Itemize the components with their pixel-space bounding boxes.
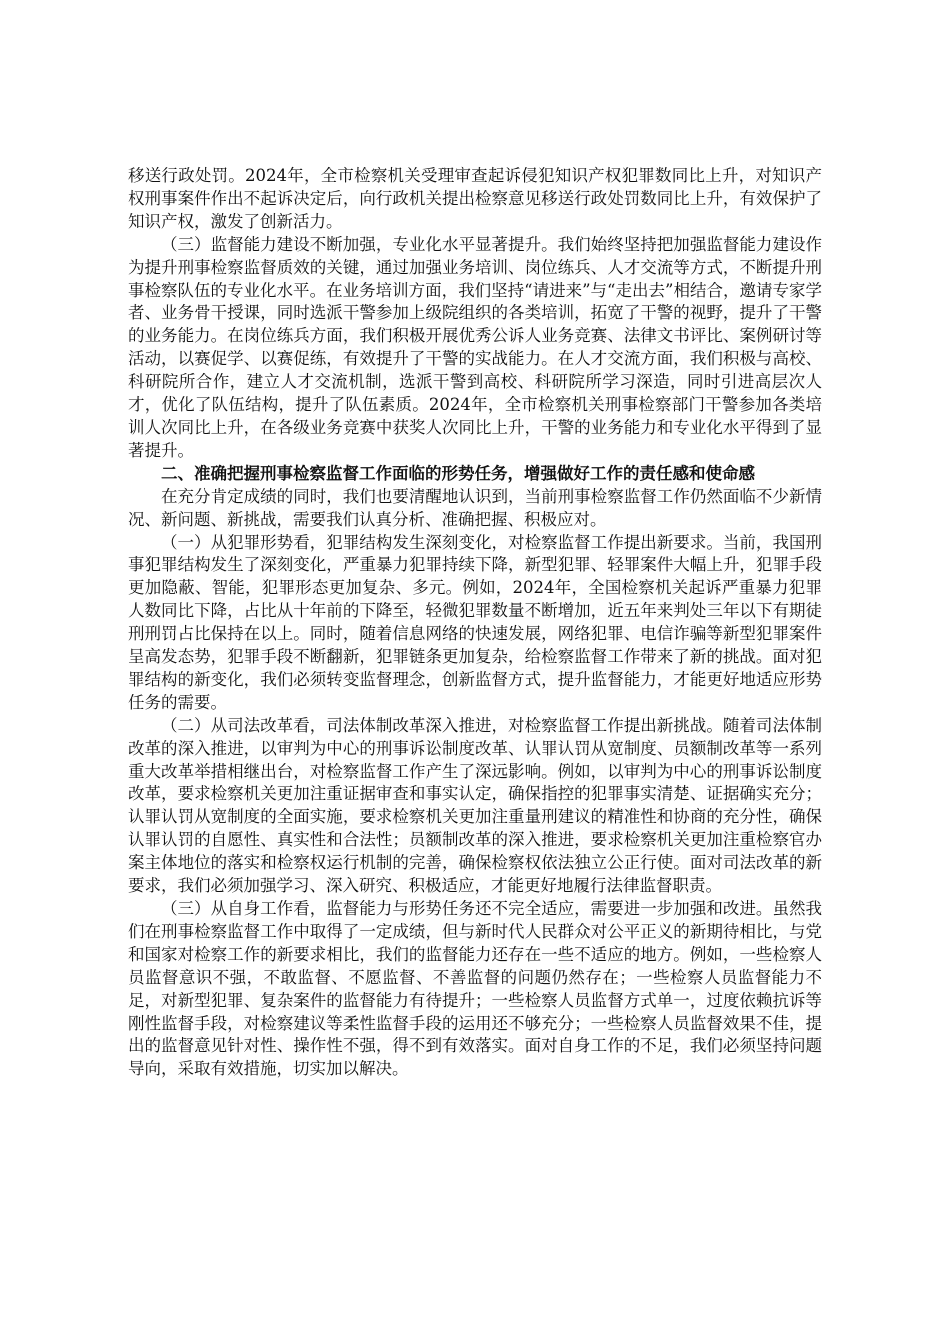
paragraph-judicial-reform: （二）从司法改革看，司法体制改革深入推进，对检察监督工作提出新挑战。随着司法体制改革的深入推进，以审判为中心的刑事诉讼制度改革、认罪认罚从宽制度、员额制改革等一系列重大改革举措相继出台，对检察监督工作产生了深远影响。例如，以审判为中心的刑事诉讼制度改革，要求检察机关更加注重证据审查和事实认定，确保指控的犯罪事实清楚、证据确实充分；认罪认罚从宽制度的全面实施，要求检察机关更加注重量刑建议的精准性和协商的充分性，确保认罪认罚的自愿性、真实性和合法性；员额制改革的深入推进，要求检察机关更加注重检察官办案主体地位的落实和检察权运行机制的完善，确保检察权依法独立公正行使。面对司法改革的新要求，我们必须加强学习、深入研究、积极适应，才能更好地履行法律监督职责。 [128, 715, 822, 896]
document-page [128, 165, 822, 1081]
paragraph-supervision-capacity: （三）监督能力建设不断加强，专业化水平显著提升。我们始终坚持把加强监督能力建设作为提升刑事检察监督质效的关键，通过加强业务培训、岗位练兵、人才交流等方式，不断提升刑事检察队伍的专业化水平。在业务培训方面，我们坚持“请进来”与“走出去”相结合，邀请专家学者、业务骨干授课，同时选派干警参加上级院组织的各类培训，拓宽了干警的视野，提升了干警的业务能力。在岗位练兵方面，我们积极开展优秀公诉人业务竞赛、法律文书评比、案例研讨等活动，以赛促学、以赛促练，有效提升了干警的实战能力。在人才交流方面，我们积极与高校、科研院所合作，建立人才交流机制，选派干警到高校、科研院所学习深造，同时引进高层次人才，优化了队伍结构，提升了队伍素质。2024年，全市检察机关刑事检察部门干警参加各类培训人次同比上升，在各级业务竞赛中获奖人次同比上升，干警的业务能力和专业化水平得到了显著提升。 [128, 234, 822, 460]
section-heading-2: 二、准确把握刑事检察监督工作面临的形势任务，增强做好工作的责任感和使命感 [161, 463, 755, 483]
paragraph-own-work: （三）从自身工作看，监督能力与形势任务还不完全适应，需要进一步加强和改进。虽然我们在刑事检察监督工作中取得了一定成绩，但与新时代人民群众对公平正义的新期待相比，与党和国家对检察工作的新要求相比，我们的监督能力还存在一些不适应的地方。例如，一些检察人员监督意识不强，不敢监督、不愿监督、不善监督的问题仍然存在；一些检察人员监督能力不足，对新型犯罪、复杂案件的监督能力有待提升；一些检察人员监督方式单一，过度依赖抗诉等刚性监督手段，对检察建议等柔性监督手段的运用还不够充分；一些检察人员监督效果不佳，提出的监督意见针对性、操作性不强，得不到有效落实。面对自身工作的不足，我们必须坚持问题导向，采取有效措施，切实加以解决。 [128, 899, 822, 1079]
paragraph-crime-situation: （一）从犯罪形势看，犯罪结构发生深刻变化，对检察监督工作提出新要求。当前，我国刑事犯罪结构发生了深刻变化，严重暴力犯罪持续下降，新型犯罪、轻罪案件大幅上升，犯罪手段更加隐蔽、智能，犯罪形态更加复杂、多元。例如，2024年，全国检察机关起诉严重暴力犯罪人数同比下降，占比从十年前的下降至，轻微犯罪数量不断增加，近五年来判处三年以下有期徒刑刑罚占比保持在以上。同时，随着信息网络的快速发展，网络犯罪、电信诈骗等新型犯罪案件呈高发态势，犯罪手段不断翻新，犯罪链条更加复杂，给检察监督工作带来了新的挑战。面对犯罪结构的新变化，我们必须转变监督理念，创新监督方式，提升监督能力，才能更好地适应形势任务的需要。 [128, 532, 822, 712]
paragraph-continued: 移送行政处罚。2024年，全市检察机关受理审查起诉侵犯知识产权犯罪数同比上升，对知识产权刑事案件作出不起诉决定后，向行政机关提出检察意见移送行政处罚数同比上升，有效保护了知识产权，激发了创新活力。 [128, 166, 822, 231]
paragraph-intro: 在充分肯定成绩的同时，我们也要清醒地认识到，当前刑事检察监督工作仍然面临不少新情况、新问题、新挑战，需要我们认真分析、准确把握、积极应对。 [128, 486, 822, 529]
